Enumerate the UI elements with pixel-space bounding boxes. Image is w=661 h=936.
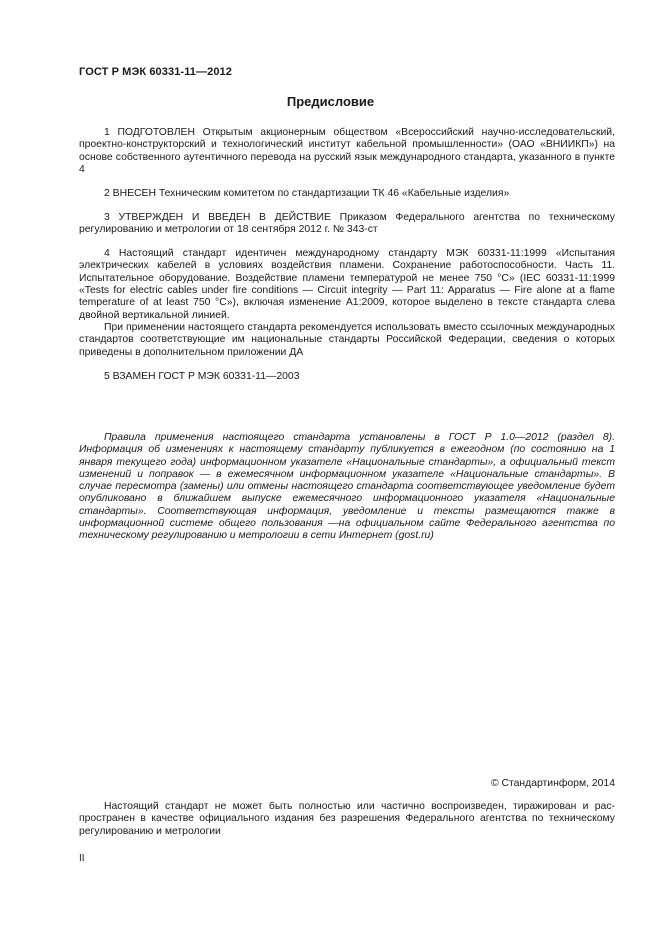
paragraph-prepared: 1 ПОДГОТОВЛЕН Открытым акционерным обществом «Всероссийский научно-исследовательский, проектно-конструкторский и технологический институт кабельной промышленности» (ОАО «ВНИИКП») на основе собственного аутентичного перевода на русский язык международного стандарта, указанного в пункте 4 [79, 127, 615, 175]
paragraph-replaces: 5 ВЗАМЕН ГОСТ Р МЭК 60331-11—2003 [104, 370, 300, 382]
paragraph-approved: 3 УТВЕРЖДЕН И ВВЕДЕН В ДЕЙСТВИЕ Приказом Федерального агентства по техническому регулированию и метрологии от 18 сентября 2012 г. № 343-ст [79, 211, 615, 236]
standard-code-header: ГОСТ Р МЭК 60331-11—2012 [79, 66, 232, 78]
italic-notice-text: Правила применения настоящего стандарта установлены в ГОСТ Р 1.0—2012 (раздел 8). Информация об изменениях к настоящему стандарту публикуется в ежегодном (по состоянию на 1 января текущего года) информационном указателе «Национальные стандарты», а официальный текст изменений и поправок — в ежемесячном информационном указателе «Национальные стандарты». В случае пересмотра (замены) или отмены настоящего стандарта соответствующее уведомление будет опубликовано в ближайшем выпуске ежемесячного информационного указателя «Национальные стандарты». Соответствующая информация, уведомление и тексты размещаются также в информационной системе общего пользования —на официальном сайте Федерального агентства по техническому регулированию и метрологии в сети Интернет (gost.ru) [79, 432, 615, 542]
italic-notice [79, 432, 615, 543]
paragraph-introduced: 2 ВНЕСЕН Техническим комитетом по стандартизации ТК 46 «Кабельные изделия» [104, 187, 510, 199]
copyright-line: © Стандартинформ, 2014 [490, 778, 615, 789]
page-title: Предисловие [286, 94, 375, 109]
foreword-body [79, 127, 615, 383]
paragraph-application: При применении настоящего стандарта рекомендуется использовать вместо ссылочных международных стандартов соответствующие им национальные стандарты Российской Федерации, сведения о которых приведены в дополнительном приложении ДА [79, 321, 615, 358]
reproduction-notice-text: Настоящий стандарт не может быть полностью или частично воспроизведен, тиражирован и распространен в качестве официального издания без разрешения Федерального агентства по техническому регулированию и метрологии [79, 801, 615, 837]
reproduction-notice [79, 801, 615, 838]
page-number: II [79, 853, 85, 864]
paragraph-identical: 4 Настоящий стандарт идентичен международному стандарту МЭК 60331-11:1999 «Испытания электрических кабелей в условиях воздействия пламени. Сохранение работоспособности. Часть 11. Испытательное оборудование. Воздействие пламени температурой не менее 750 °С» (IEC 60331-11:1999 «Tests for electric cables under fire conditions — Circuit integrity — Part 11: Apparatus — Fire alone at a flame temperature of at least 750 °C»), включая изменение А1:2009, которое выделено в тексте стандарта слева двойной вертикальной линией. [79, 248, 615, 321]
